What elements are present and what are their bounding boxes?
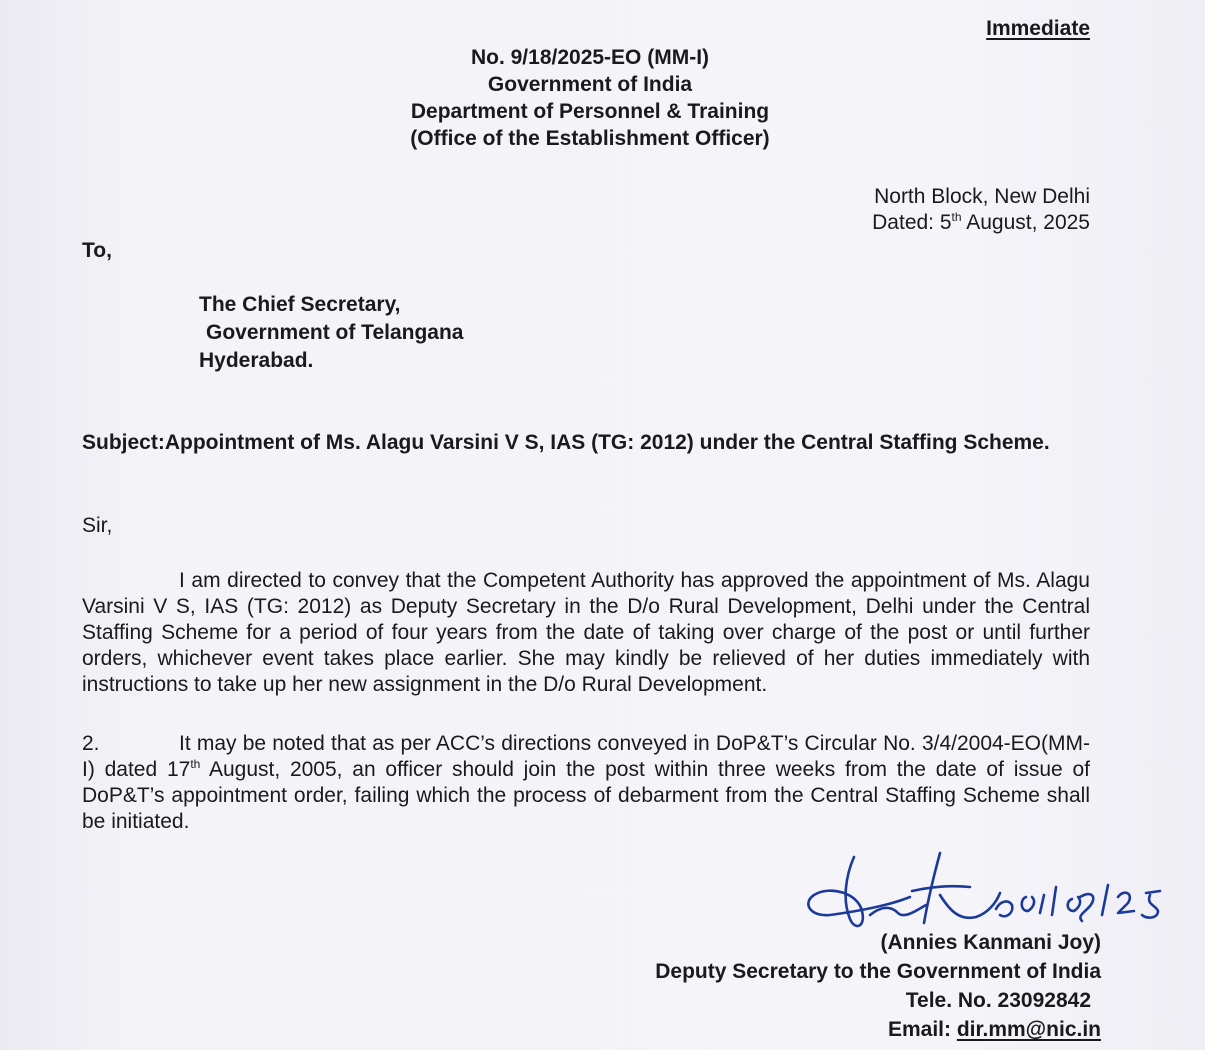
addressee-block (199, 291, 464, 375)
priority-label: Immediate (986, 17, 1090, 40)
date-suffix: August, 2025 (961, 211, 1090, 234)
date-suffix-sup: th (951, 210, 962, 224)
place-and-date (872, 184, 1090, 236)
signatory-email (655, 1015, 1101, 1044)
subject-text: Appointment of Ms. Alagu Varsini V S, IAS (TG: 2012) under the Central Staffing Scheme. (164, 431, 1050, 454)
handwritten-signature (800, 845, 1185, 940)
signatory-block (655, 928, 1101, 1044)
signatory-name: (Annies Kanmani Joy) (880, 931, 1101, 954)
office-name: (Office of the Establishment Officer) (410, 127, 770, 150)
to-label: To, (82, 239, 112, 262)
salutation: Sir, (82, 514, 113, 537)
department-name: Department of Personnel & Training (410, 100, 770, 123)
addressee-line-3: Hyderabad. (199, 349, 314, 372)
date-prefix: Dated: 5 (872, 211, 952, 234)
file-number: No. 9/18/2025-EO (MM-I) (470, 46, 710, 69)
paragraph-2-number: 2. (82, 732, 100, 755)
signatory-designation: Deputy Secretary to the Government of India (655, 960, 1101, 983)
subject-line (82, 430, 1090, 456)
paragraph-2-part-a: It may be noted that as per ACC’s directions conveyed in DoP&T’s Circular No. 3/4/2004-EO(MM-I) dated 17 (82, 732, 1090, 781)
email-link[interactable]: dir.mm@nic.in (956, 1018, 1101, 1041)
paragraph-2-part-b: August, 2005, an officer should join the post within three weeks from the date of issue of DoP&T’s appointment order, failing which the process of debarment from the Central Staffing Scheme shall be initiated. (82, 758, 1091, 833)
date (872, 210, 1090, 236)
subject-label: Subject: (82, 431, 165, 454)
government-name: Government of India (487, 73, 693, 96)
letter-header (300, 44, 880, 152)
email-label: Email: (887, 1018, 957, 1041)
paragraph-1: I am directed to convey that the Competent Authority has approved the appointment of Ms. Alagu Varsini V S, IAS (TG: 2012) as Deputy Secretary in the D/o Rural Development, Delhi under the Central Staffing Scheme for a period of four years from the date of taking over charge of the post or until further orders, whichever event takes place earlier. She may kindly be relieved of her duties immediately with instructions to take up her new assignment in the D/o Rural Development. (82, 569, 1090, 696)
addressee-line-2: Government of Telangana (206, 321, 464, 344)
addressee-line-1: The Chief Secretary, (199, 293, 401, 316)
signatory-telephone: Tele. No. 23092842 (905, 989, 1091, 1012)
paragraph-2 (82, 731, 1090, 835)
place: North Block, New Delhi (874, 185, 1090, 208)
paragraph-2-sup: th (190, 757, 201, 771)
